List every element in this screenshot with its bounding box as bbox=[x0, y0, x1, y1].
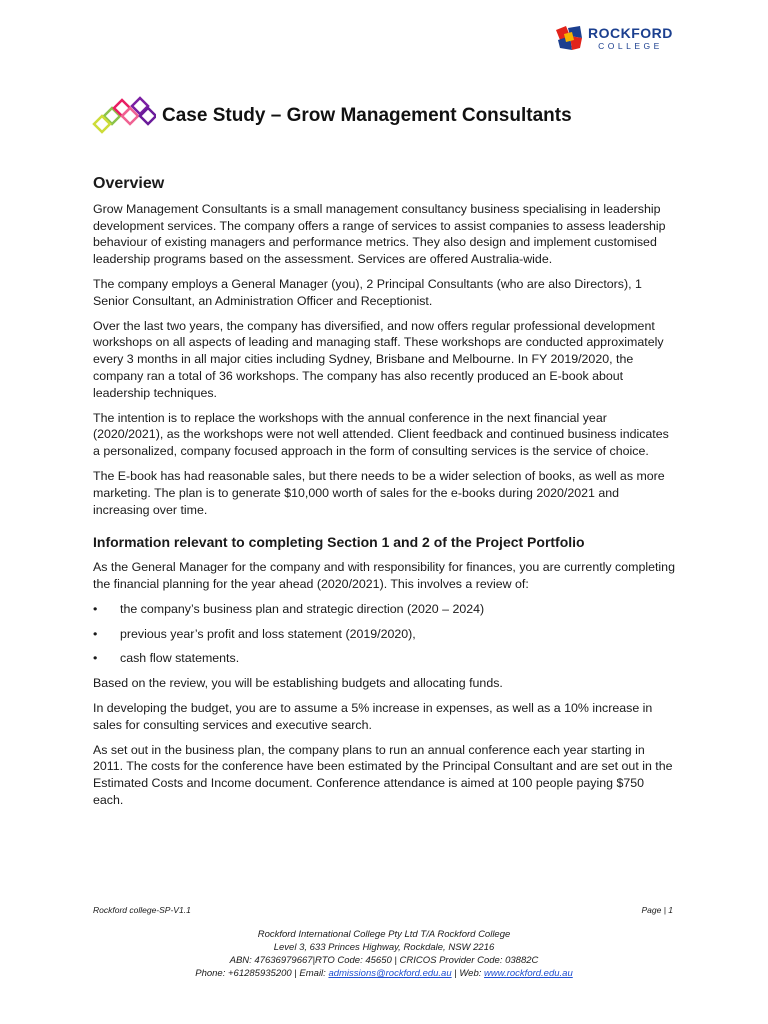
overview-heading: Overview bbox=[93, 175, 165, 192]
overview-paragraph: The E-book has had reasonable sales, but there needs to be a wider selection of books, as well as more marketing. The plan is to generate $10,000 worth of sales for the e-books during 2020/2021 and increasing over time. bbox=[93, 468, 665, 517]
list-item bbox=[93, 601, 677, 618]
cubes-logo-icon bbox=[92, 94, 156, 138]
page-number: Page | 1 bbox=[641, 905, 673, 915]
phone-text: Phone: +61285935200 | Email: bbox=[195, 968, 329, 979]
review-list bbox=[93, 601, 677, 667]
list-item-text: the company’s business plan and strategic direction (2020 – 2024) bbox=[120, 601, 485, 616]
website-link[interactable]: www.rockford.edu.au bbox=[484, 968, 573, 979]
list-item bbox=[93, 626, 677, 643]
brand-sub: COLLEGE bbox=[598, 41, 663, 51]
web-label: | Web: bbox=[451, 968, 485, 979]
info-paragraph: As set out in the business plan, the company plans to run an annual conference each year starting in 2011. The costs for the conference have been estimated by the Principal Consultant and are set out in the Estimated Costs and Income document. Conference attendance is aimed at 100 people paying $750 each. bbox=[93, 742, 673, 807]
overview-paragraph: Over the last two years, the company has diversified, and now offers regular professional development workshops on all aspects of leading and managing staff. These workshops are conducted approximately every 3 months in all major cities including Sydney, Brisbane and Melbourne. In FY 2019/2020, the company ran a total of 36 workshops. The company has also recently produced an E-book about leadership techniques. bbox=[93, 318, 664, 400]
list-item bbox=[93, 650, 677, 667]
document-body bbox=[93, 176, 677, 817]
footer-registration: ABN: 47636979667|RTO Code: 45650 | CRICOS Provider Code: 03882C bbox=[229, 955, 539, 966]
bullet-icon: • bbox=[93, 601, 98, 616]
bullet-icon: • bbox=[93, 651, 98, 666]
brand-name: ROCKFORD bbox=[588, 25, 673, 41]
footer-contact bbox=[0, 967, 768, 980]
overview-paragraph: Grow Management Consultants is a small management consultancy business specialising in leadership development services. The company offers a range of services to assist companies to assess leadership behaviour of existing managers and performance metrics. They also design and implement customised leadership programs based on the assessment. Services are offered Australia-wide. bbox=[93, 201, 666, 267]
footer-meta bbox=[93, 905, 673, 915]
overview-paragraph: The company employs a General Manager (you), 2 Principal Consultants (who are also Directors), 1 Senior Consultant, an Administration Officer and Receptionist. bbox=[93, 276, 642, 308]
info-paragraph: In developing the budget, you are to assume a 5% increase in expenses, as well as a 10% increase in sales for consulting services and executive search. bbox=[93, 700, 653, 732]
info-paragraph: Based on the review, you will be establishing budgets and allocating funds. bbox=[93, 676, 503, 691]
footer-address: Level 3, 633 Princes Highway, Rockdale, NSW 2216 bbox=[273, 942, 495, 953]
rockford-logo bbox=[556, 26, 673, 51]
list-item-text: cash flow statements. bbox=[120, 651, 240, 666]
rockford-logo-icon bbox=[556, 26, 584, 50]
footer-company: Rockford International College Pty Ltd T/A Rockford College bbox=[257, 929, 511, 940]
email-link[interactable]: admissions@rockford.edu.au bbox=[328, 968, 452, 979]
footer bbox=[0, 928, 768, 980]
page-title: Case Study – Grow Management Consultants bbox=[162, 105, 572, 126]
title-row bbox=[92, 94, 572, 138]
info-heading: Information relevant to completing Section 1 and 2 of the Project Portfolio bbox=[93, 534, 585, 551]
version-label: Rockford college-SP-V1.1 bbox=[93, 905, 191, 915]
info-intro: As the General Manager for the company and with responsibility for finances, you are currently completing the financial planning for the year ahead (2020/2021). This involves a review of: bbox=[93, 560, 675, 591]
list-item-text: previous year’s profit and loss statement (2019/2020), bbox=[120, 626, 416, 641]
overview-paragraph: The intention is to replace the workshops with the annual conference in the next financial year (2020/2021), as the workshops were not well attended. Client feedback and continued business indicates a personalized, company focused approach in the form of consulting services is the service of choice. bbox=[93, 410, 669, 459]
bullet-icon: • bbox=[93, 626, 98, 641]
